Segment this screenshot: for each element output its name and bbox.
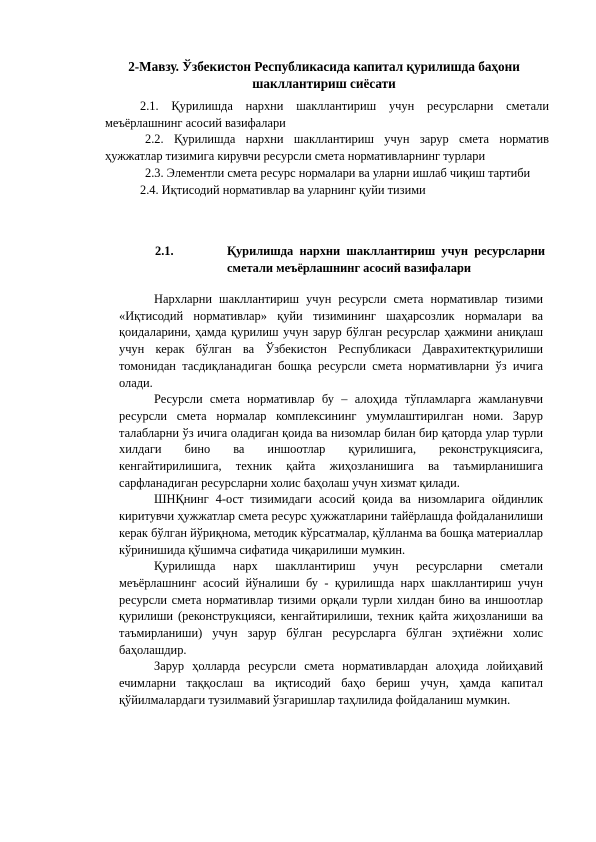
- toc-item-2-2: 2.2. Қурилишда нархни шакллантириш учун зарур смета норматив ҳужжатлар тизимига кирувчи ресурсли смета нормативларнинг турлари: [105, 132, 549, 164]
- paragraph: Ресурсли смета нормативлар бу – алоҳида тўпламларга жамланувчи ресурсли смета нормалар комплексининг умумлаштирилган номи. Зарур талабларни ўз ичига оладиган қоида ва низомлар билан бир қаторда улар турли хилдаги бино ва иншоотлар қурилишига, реконструкциясига, кенгайтирилишига, техник қайта жиҳозланишига ва таъмирланишига сарфланадиган ресурсларни холис баҳолаш учун хизмат қилади.: [119, 392, 543, 490]
- paragraph: ШНҚнинг 4-ост тизимидаги асосий қоида ва низомларига ойдинлик киритувчи ҳужжатлар смета ресурс ҳужжатларини тайёрлашда фойдаланилиши керак бўлган йўриқнома, методик кўрсатмалар, қўлланма ва бошқа материаллар кўринишида қўшимча сифатида чиқарилиши мумкин.: [119, 492, 543, 557]
- section-number: 2.1.: [155, 244, 174, 258]
- toc-item-2-1: 2.1. Қурилишда нархни шакллантириш учун ресурсларни сметали меъёрлашнинг асосий вазифалари: [105, 99, 549, 130]
- section-body: [119, 291, 543, 709]
- paragraph: Қурилишда нарх шакллантириш учун ресурсларни сметали меъёрлашнинг асосий йўналиши бу - қурилишда нарх шакллантириш учун ресурсли смета нормативлар тизими орқали турли хилдан бино ва иншоотлар қурилиши (реконструкцияси, кенгайтирилиши, техник қайта жиҳозланиши ва таъмирланиши) учун зарур бўлган ресурсларга бўлган эҳтиёжни холис баҳолашдир.: [119, 559, 543, 657]
- paragraph: Зарур ҳолларда ресурсли смета нормативлардан алоҳида лойиҳавий ечимларни таққослаш ва иқтисодий баҳо бериш учун, ҳамда капитал қўйилмалардаги тузилмавий ўзгаришлар таҳлилида фойдаланиш мумкин.: [119, 659, 543, 707]
- document-title: 2-Мавзу. Ўзбекистон Республикасида капитал қурилишда баҳони шакллантириш сиёсати: [128, 59, 520, 91]
- toc-item-2-3: 2.3. Элементли смета ресурс нормалари ва уларни ишлаб чиқиш тартиби: [145, 165, 531, 180]
- section-heading-text: Қурилишда нархни шакллантириш учун ресурсларни сметали меъёрлашнинг асосий вазифалари: [227, 244, 545, 275]
- paragraph: Нархларни шакллантириш учун ресурсли смета нормативлар тизими «Иқтисодий нормативлар» қуйи тизимининг шаҳарсозлик нормалари ва қоидаларини, ҳамда қурилиш учун зарур бўлган ресурслар ҳажмини аниқлаш учун керак бўлган ва Ўзбекистон Республикаси Даврахитектқурилиши томонидан тасдиқланадиган бошқа ресурсли смета нормативларни ўз ичига олади.: [119, 292, 543, 390]
- toc-item-2-4: 2.4. Иқтисодий нормативлар ва уларнинг қуйи тизими: [140, 182, 426, 197]
- section-heading: [155, 243, 545, 276]
- table-of-contents: [105, 98, 549, 198]
